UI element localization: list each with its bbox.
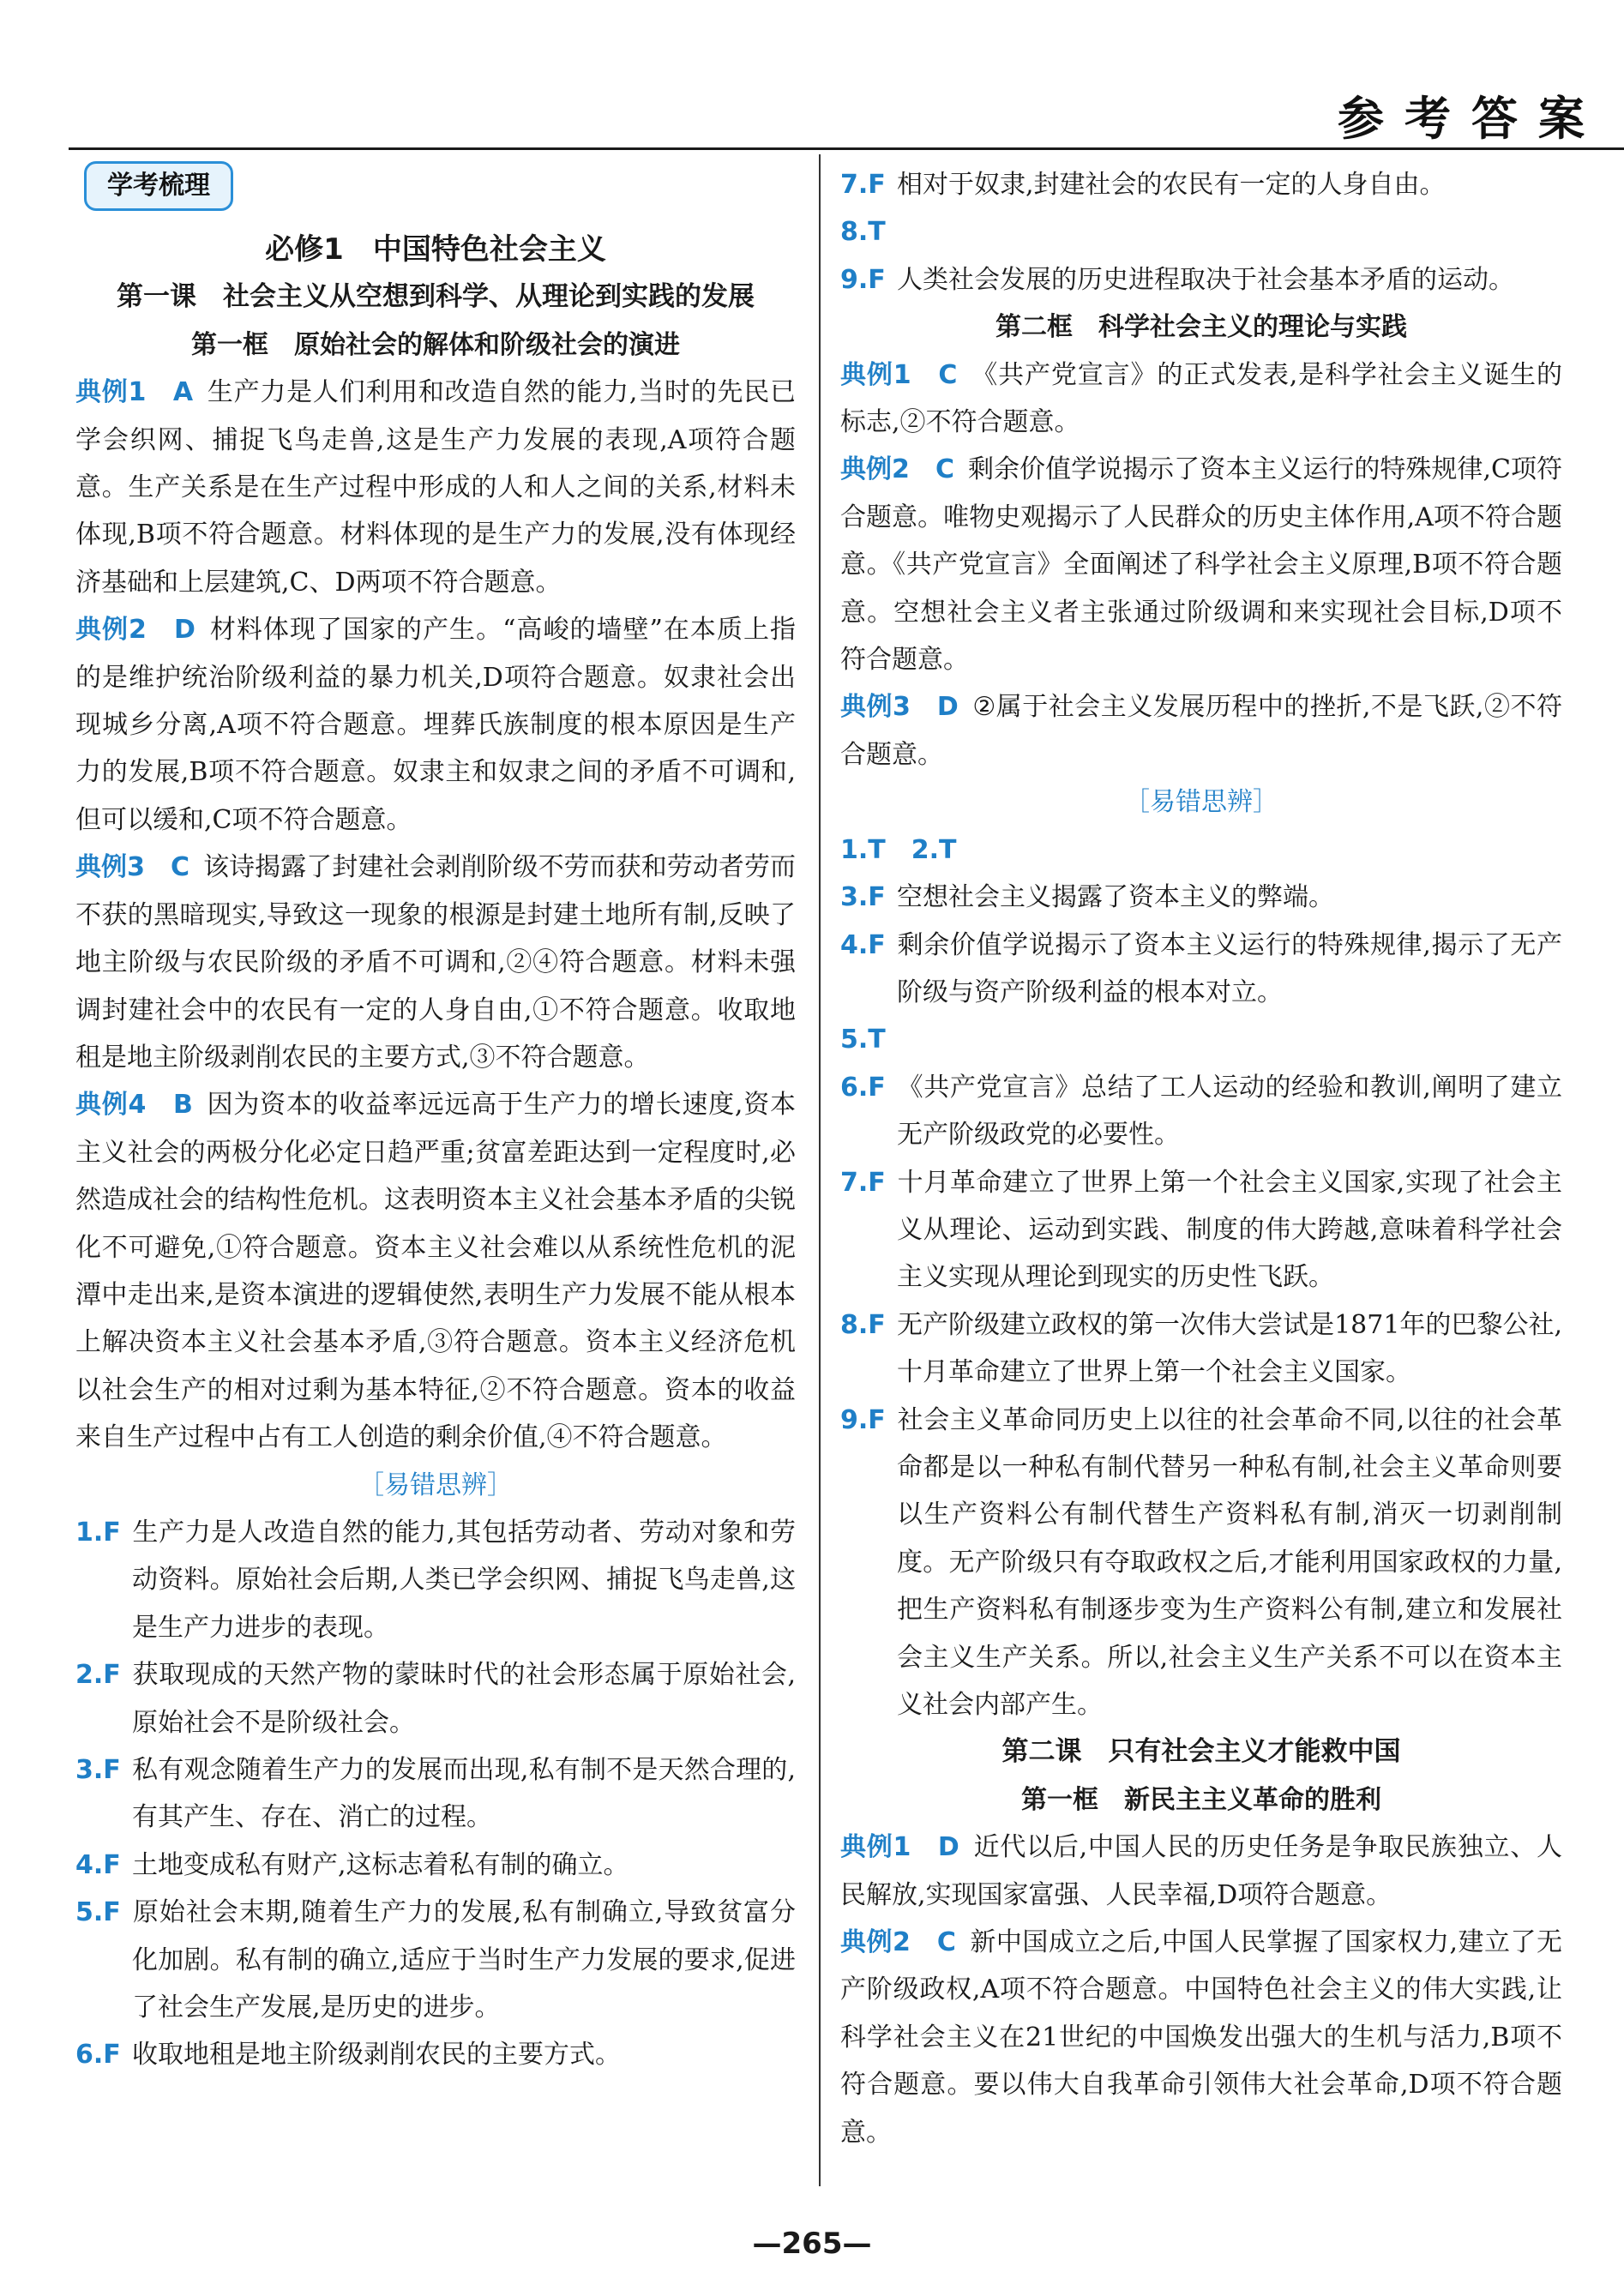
lesson-title: 第一课 社会主义从空想到科学、从理论到实践的发展 [117,281,755,313]
example-item [75,1081,796,1461]
mistake-item [840,256,1562,304]
example-label: 典例1 A [75,377,194,408]
mistake-number: 9.F [840,1404,886,1435]
mistake-item [840,1397,1562,1729]
section-badge: 学考梳理 [84,161,233,211]
module-title: 必修1 中国特色社会主义 [265,232,606,267]
section-title: 第二框 科学社会主义的理论与实践 [995,312,1407,343]
mistake-text: 社会主义革命同历史上以往的社会革命不同,以往的社会革命都是以一种私有制代替另一种私有制,社会主义革命则要以生产资料公有制代替生产资料私有制,消灭一切剥削制度。无产阶级只有夺取政权之后,才能利用国家政权的力量,把生产资料私有制逐步变为生产资料公有制,建立和发展社会主义生产关系。所以,社会主义生产关系不可以在资本主义社会内部产生。 [897,1404,1562,1720]
mistake-number: 7.F [840,170,886,200]
example-text: 近代以后,中国人民的历史任务是争取民族独立、人民解放,实现国家富强、人民幸福,D项符合题意。 [840,1832,1562,1910]
mistake-text: 私有观念随着生产力的发展而出现,私有制不是天然合理的,有其产生、存在、消亡的过程。 [132,1755,796,1833]
example-item [840,352,1562,447]
mistake-text: 生产力是人改造自然的能力,其包括劳动者、劳动对象和劳动资料。原始社会后期,人类已学会织网、捕捉飞鸟走兽,这是生产力进步的表现。 [132,1517,796,1643]
example-label: 典例4 B [75,1090,193,1121]
mistake-item [75,1842,796,1889]
mistake-item [840,1064,1562,1159]
mistake-item [75,1509,796,1651]
mistake-text: 原始社会末期,随着生产力的发展,私有制确立,导致贫富分化加剧。私有制的确立,适应于当时生产力发展的要求,促进了社会生产发展,是历史的进步。 [132,1897,796,2023]
mistake-item [840,161,1562,208]
mistake-number: 5.F [75,1897,121,1928]
mistake-item [840,826,1562,874]
example-text: 《共产党宣言》的正式发表,是科学社会主义诞生的标志,②不符合题意。 [840,359,1562,438]
mistake-number: 3.F [840,882,886,913]
mistake-item [75,1889,796,2031]
page-header-title: 参考答案 [1338,91,1605,146]
mistake-item [75,1746,796,1842]
example-item [75,844,796,1081]
mistake-number: 8.F [840,1309,886,1340]
example-item [840,446,1562,683]
mistake-text: 相对于奴隶,封建社会的农民有一定的人身自由。 [897,170,1446,200]
mistake-number: 8.T [840,217,886,248]
mistake-item [840,874,1562,921]
mistake-number: 5.T [840,1025,886,1055]
section-title: 第一框 新民主主义革命的胜利 [1021,1784,1381,1815]
example-text: ②属于社会主义发展历程中的挫折,不是飞跃,②不符合题意。 [840,692,1562,770]
mistakes-subtitle: ［易错思辨］ [358,1470,513,1500]
example-text: 该诗揭露了封建社会剥削阶级不劳而获和劳动者劳而不获的黑暗现实,导致这一现象的根源是封建土地所有制,反映了地主阶级与农民阶级的矛盾不可调和,②④符合题意。材料未强调封建社会中的农民有一定的人身自由,①不符合题意。收取地租是地主阶级剥削农民的主要方式,③不符合题意。 [75,852,797,1073]
mistake-text: 人类社会发展的历史进程取决于社会基本矛盾的运动。 [897,264,1514,295]
example-item [840,1824,1562,1919]
mistake-item [840,922,1562,1017]
example-item [840,683,1562,778]
mistake-item [840,208,1562,255]
example-label: 典例2 D [75,615,195,646]
mistake-number: 2.F [75,1660,121,1691]
mistake-text: 空想社会主义揭露了资本主义的弊端。 [897,882,1334,913]
mistake-number: 6.F [75,2040,121,2071]
mistake-number: 6.F [840,1072,886,1103]
mistake-number: 7.F [840,1167,886,1198]
column-divider [819,154,821,2186]
mistake-item [840,1159,1562,1301]
example-label: 典例3 D [840,692,959,723]
mistakes-subtitle: ［易错思辨］ [1124,787,1278,818]
example-label: 典例2 C [840,1927,956,1958]
example-label: 典例3 C [75,852,190,883]
example-text: 新中国成立之后,中国人民掌握了国家权力,建立了无产阶级政权,A项不符合题意。中国特色社会主义的伟大实践,让科学社会主义在21世纪的中国焕发出强大的生机与活力,B项不符合题意。要以伟大自我革命引领伟大社会革命,D项不符合题意。 [840,1927,1563,2148]
mistake-text: 剩余价值学说揭示了资本主义运行的特殊规律,揭示了无产阶级与资产阶级利益的根本对立。 [897,929,1562,1007]
mistake-item [840,1016,1562,1063]
mistake-text: 无产阶级建立政权的第一次伟大尝试是1871年的巴黎公社,十月革命建立了世界上第一个社会主义国家。 [897,1309,1562,1388]
example-item [75,606,796,844]
mistake-item [75,2031,796,2078]
example-item [75,369,796,606]
mistake-item [840,1301,1562,1397]
page-number: —265— [752,2227,872,2261]
mistake-number: 3.F [75,1755,121,1785]
mistake-number: 1.T 2.T [840,834,957,865]
example-text: 剩余价值学说揭示了资本主义运行的特殊规律,C项符合题意。唯物史观揭示了人民群众的历史主体作用,A项不符合题意。《共产党宣言》全面阐述了科学社会主义原理,B项不符合题意。空想社会主义者主张通过阶级调和来实现社会目标,D项不符合题意。 [840,454,1562,676]
example-text: 生产力是人们利用和改造自然的能力,当时的先民已学会织网、捕捉飞鸟走兽,这是生产力发展的表现,A项符合题意。生产关系是在生产过程中形成的人和人之间的关系,材料未体现,B项不符合题意。材料体现的是生产力的发展,没有体现经济基础和上层建筑,C、D两项不符合题意。 [75,377,796,598]
right-column [840,161,1562,2156]
mistake-text: 获取现成的天然产物的蒙昧时代的社会形态属于原始社会,原始社会不是阶级社会。 [132,1660,796,1738]
mistake-number: 1.F [75,1517,121,1548]
mistake-number: 4.F [75,1849,121,1880]
example-text: 材料体现了国家的产生。“高峻的墙壁”在本质上指的是维护统治阶级利益的暴力机关,D项符合题意。奴隶社会出现城乡分离,A项不符合题意。埋葬氏族制度的根本原因是生产力的发展,B项不符合题意。奴隶主和奴隶之间的矛盾不可调和,但可以缓和,C项不符合题意。 [75,615,796,835]
mistake-text: 《共产党宣言》总结了工人运动的经验和教训,阐明了建立无产阶级政党的必要性。 [897,1072,1562,1151]
mistake-text: 十月革命建立了世界上第一个社会主义国家,实现了社会主义从理论、运动到实践、制度的伟大跨越,意味着科学社会主义实现从理论到现实的历史性飞跃。 [897,1167,1562,1293]
mistake-item [75,1651,796,1746]
mistake-text: 土地变成私有财产,这标志着私有制的确立。 [132,1849,629,1880]
example-text: 因为资本的收益率远远高于生产力的增长速度,资本主义社会的两极分化必定日趋严重;贫富差距达到一定程度时,必然造成社会的结构性危机。这表明资本主义社会基本矛盾的尖锐化不可避免,①符合题意。资本主义社会难以从系统性危机的泥潭中走出来,是资本演进的逻辑使然,表明生产力发展不能从根本上解决资本主义社会基本矛盾,③符合题意。资本主义经济危机以社会生产的相对过剩为基本特征,②不符合题意。资本的收益来自生产过程中占有工人创造的剩余价值,④不符合题意。 [75,1090,796,1453]
example-label: 典例2 C [840,454,954,485]
mistake-number: 9.F [840,264,886,295]
section-title: 第一框 原始社会的解体和阶级社会的演进 [191,329,680,360]
lesson-title: 第二课 只有社会主义才能救中国 [1001,1736,1401,1768]
mistake-number: 4.F [840,929,886,960]
mistake-text: 收取地租是地主阶级剥削农民的主要方式。 [132,2040,621,2071]
left-column [75,161,796,2079]
example-item [840,1919,1562,2156]
header-rule [69,147,1624,150]
example-label: 典例1 C [840,359,958,390]
example-label: 典例1 D [840,1832,959,1863]
